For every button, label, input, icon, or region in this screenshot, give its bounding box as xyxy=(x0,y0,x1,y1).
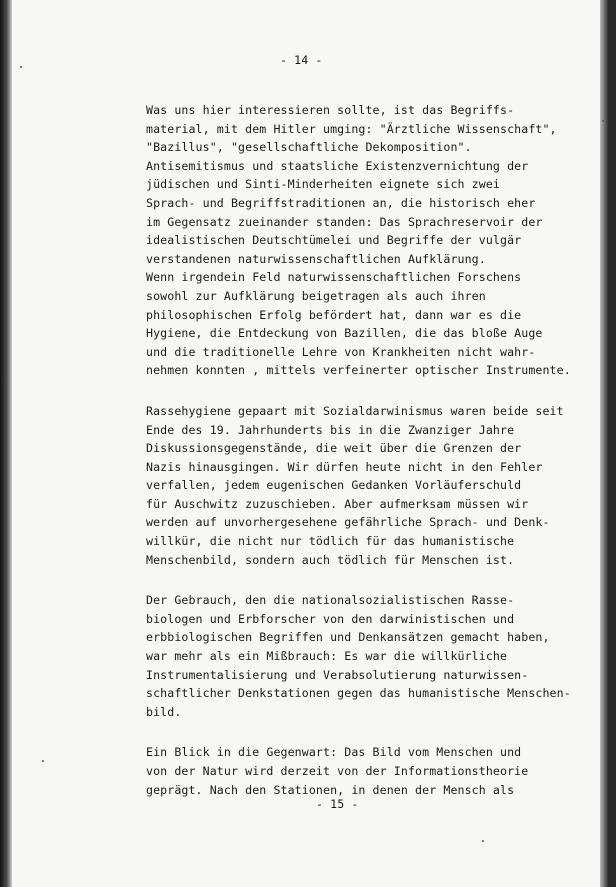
scan-speck xyxy=(482,840,484,842)
page-number-bottom: - 15 - xyxy=(316,797,359,811)
text-line: idealistischen Deutschtümelei und Begriffe der vulgär xyxy=(146,233,522,248)
document-page xyxy=(12,0,608,887)
page-number-top: - 14 - xyxy=(280,53,323,67)
text-line: Ende des 19. Jahrhunderts bis in die Zwanziger Jahre xyxy=(146,422,515,437)
paragraph xyxy=(146,402,596,569)
text-line: Ein Blick in die Gegenwart: Das Bild vom Menschen und xyxy=(146,745,522,760)
text-line: Hygiene, die Entdeckung von Bazillen, die das bloße Auge xyxy=(146,326,543,341)
paragraph xyxy=(146,591,596,721)
text-line: jüdischen und Sinti-Minderheiten eignete sich zwei xyxy=(146,177,501,192)
text-line: werden auf unvorhergesehene gefährliche Sprach- und Denk- xyxy=(146,515,550,530)
text-line: bild. xyxy=(146,704,182,719)
text-line: Antisemitismus und staatsliche Existenzvernichtung der xyxy=(146,158,529,173)
text-line: verstandenen naturwissenschaftlichen Aufklärung. xyxy=(146,251,486,266)
text-line: von der Natur wird derzeit von der Informationstheorie xyxy=(146,764,529,778)
text-line: Rassehygiene gepaart mit Sozialdarwinismus waren beide seit xyxy=(146,403,564,418)
text-line: und die traditionelle Lehre von Krankheiten nicht wahr- xyxy=(146,344,536,359)
scan-speck xyxy=(20,66,22,68)
text-line: schaftlicher Denkstationen gegen das humanistische Menschen- xyxy=(146,686,571,701)
text-line: Der Gebrauch, den die nationalsozialistischen Rasse- xyxy=(146,593,515,608)
text-line: verfallen, jedem eugenischen Gedanken Vorläuferschuld xyxy=(146,478,522,493)
scan-speck xyxy=(42,760,44,762)
text-line: Was uns hier interessieren sollte, ist das Begriffs- xyxy=(146,103,515,117)
text-line: Nazis hinausgingen. Wir dürfen heute nicht in den Fehler xyxy=(146,459,543,474)
body-text xyxy=(146,101,596,821)
paragraph xyxy=(146,101,596,380)
text-line: geprägt. Nach den Stationen, in denen der Mensch als xyxy=(146,782,515,797)
text-line: Wenn irgendein Feld naturwissenschaftlichen Forschens xyxy=(146,270,522,285)
text-line: biologen und Erbforscher von den darwinistischen und xyxy=(146,611,515,626)
text-line: für Auschwitz zuzuschieben. Aber aufmerksam müssen wir xyxy=(146,496,529,511)
text-line: Menschenbild, sondern auch tödlich für Menschen ist. xyxy=(146,552,515,567)
text-line: philosophischen Erfolg befördert hat, dann war es die xyxy=(146,307,522,322)
text-line: Instrumentalisierung und Verabsolutierung naturwissen- xyxy=(146,667,529,682)
text-line: war mehr als ein Mißbrauch: Es war die willkürliche xyxy=(146,649,508,664)
scan-right-edge xyxy=(600,0,608,887)
text-line: im Gegensatz zueinander standen: Das Sprachreservoir der xyxy=(146,214,543,229)
text-line: sowohl zur Aufklärung beigetragen als auch ihren xyxy=(146,288,486,303)
paragraph xyxy=(146,743,596,799)
text-line: "Bazillus", "gesellschaftliche Dekomposition". xyxy=(146,140,472,155)
text-line: Sprach- und Begriffstraditionen an, die historisch eher xyxy=(146,195,536,210)
text-line: erbbiologischen Begriffen und Denkansätzen gemacht haben, xyxy=(146,630,550,645)
text-line: nehmen konnten , mittels verfeinerter optischer Instrumente. xyxy=(146,363,571,378)
text-line: Diskussionsgegenstände, die weit über die Grenzen der xyxy=(146,441,522,456)
text-line: material, mit dem Hitler umging: "Ärztliche Wissenschaft", xyxy=(146,121,557,136)
scan-left-edge xyxy=(0,0,12,887)
text-line: willkür, die nicht nur tödlich für das humanistische xyxy=(146,534,515,549)
scan-speck xyxy=(602,120,604,122)
